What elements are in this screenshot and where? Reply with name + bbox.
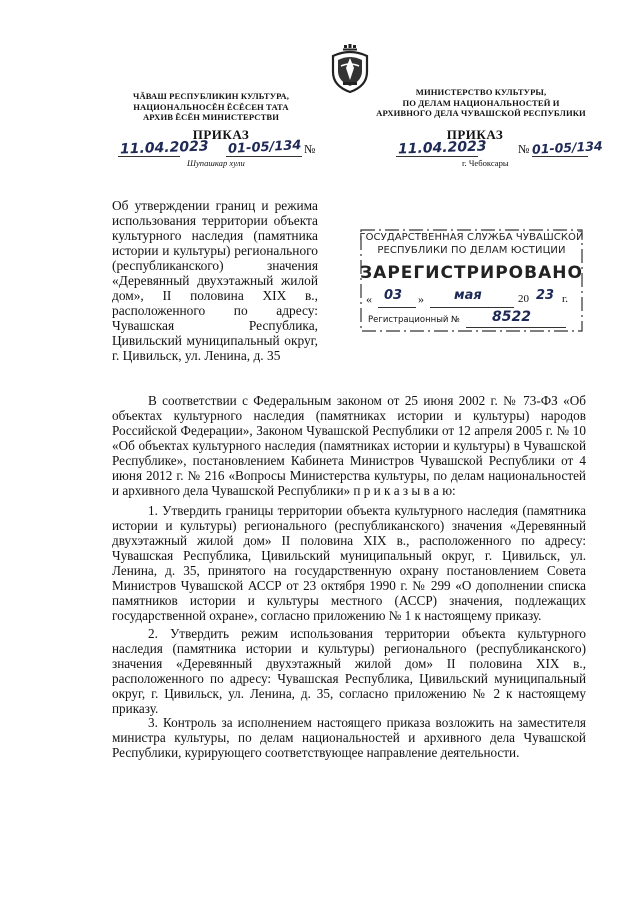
registration-stamp — [358, 227, 585, 335]
place-russian: г. Чебоксары — [462, 158, 509, 168]
header-line: МИНИСТЕРСТВО КУЛЬТУРЫ, — [415, 87, 547, 97]
preamble-paragraph: В соответствии с Федеральным законом от 25 июня 2002 г. № 73-ФЗ «Об объектах культурного наследия (памятниках истории и культуры) народов Российской Федерации», Законом Чувашской Республики от 12 апреля 2005 г. № 10 «Об объектах культурного наследия (памятниках истории и культуры) в Чувашской Республике», постановлением Кабинета Министров Чувашской Республики от 4 июня 2012 г. № 216 «Вопросы Министерства культуры, по делам национальностей и архивного дела Чувашской Республики» п р и к а з ы в а ю: — [112, 393, 586, 498]
number-handwritten-right: 01-05/134 — [531, 138, 603, 157]
doc-type-chuvash: ПРИКАЗ — [192, 127, 250, 142]
stamp-agency-line2: РЕСПУБЛИКИ ПО ДЕЛАМ ЮСТИЦИИ — [377, 245, 566, 256]
stamp-year-handwritten: 23 — [536, 288, 555, 303]
header-line: ПО ДЕЛАМ НАЦИОНАЛЬНОСТЕЙ И — [402, 97, 560, 108]
header-line: АРХИВ ĔСĔН МИНИСТЕРСТВИ — [142, 112, 280, 122]
stamp-quote-close: » — [418, 292, 424, 306]
stamp-registered: ЗАРЕГИСТРИРОВАНО — [360, 263, 583, 283]
order-item-1: 1. Утвердить границы территории объекта культурного наследия (памятника истории и культуры) регионального (республиканского) значения «Деревянный двухэтажный жилой дом» II половина XIX в., расположенного по адресу: Чувашская Республика, Цивильский муниципальный округ, г. Цивильск, ул. Ленина, д. 35, принятого на государственную охрану постановлением Совета Министров Чувашской АССР от 23 октября 1990 г. № 299 «О дополнении списка памятников истории и культуры местного (АССР) значения, подлежащих государственной охране», согласно приложению № 1 к настоящему приказу. — [112, 503, 586, 623]
stamp-year-prefix: 20 — [518, 293, 529, 305]
stamp-month-handwritten: мая — [454, 288, 482, 303]
doc-type-russian: ПРИКАЗ — [446, 127, 504, 142]
header-line: ЧĂВАШ РЕСПУБЛИКИН КУЛЬТУРА, — [133, 91, 289, 101]
stamp-quote-open: « — [366, 292, 372, 306]
header-line: АРХИВНОГО ДЕЛА ЧУВАШСКОЙ РЕСПУБЛИКИ — [376, 108, 586, 118]
number-sign-right: № — [518, 142, 530, 156]
date-handwritten-left: 11.04.2023 — [119, 138, 209, 158]
coat-of-arms-emblem — [328, 44, 372, 94]
ministry-name-russian — [372, 87, 590, 119]
stamp-agency-line1: ГОСУДАРСТВЕННАЯ СЛУЖБА ЧУВАШСКОЙ — [359, 232, 584, 243]
header-line: НАЦИОНАЛЬНОСĔН ĔСĔСЕН ТАТА — [133, 101, 289, 112]
ministry-name-chuvash — [112, 91, 310, 123]
place-chuvash: Шупашкар хули — [187, 158, 245, 168]
stamp-year-suffix: г. — [562, 293, 569, 305]
stamp-day-handwritten: 03 — [384, 288, 403, 303]
date-handwritten-right: 11.04.2023 — [397, 138, 487, 158]
stamp-reg-number-handwritten: 8522 — [492, 309, 531, 325]
number-handwritten-left: 01-05/134 — [227, 138, 302, 157]
order-item-2: 2. Утвердить режим использования территории объекта культурного наследия (памятника истории и культуры) регионального (республиканского) значения «Деревянный двухэтажный жилой дом» II половина XIX в., расположенного по адресу: Чувашская Республика, Цивильский муниципальный округ, г. Цивильск, ул. Ленина, д. 35, согласно приложению № 2 к настоящему приказу. — [112, 626, 586, 716]
document-title: Об утверждении границ и режима использования территории объекта культурного наследия (памятника истории и культуры) регионального (республиканского) значения «Деревянный двухэтажный жилой дом», II половина XIX в., расположенного по адресу: Чувашская Республика, Цивильский муниципальный округ, г. Цивильск, ул. Ленина, д. 35 — [112, 198, 318, 363]
stamp-reg-label: Регистрационный № — [368, 315, 460, 325]
number-sign-left: № — [304, 142, 316, 156]
order-item-3: 3. Контроль за исполнением настоящего приказа возложить на заместителя министра культуры, по делам национальностей и архивного дела Чувашской Республики, курирующего соответствующее направление деятельности. — [112, 715, 586, 760]
